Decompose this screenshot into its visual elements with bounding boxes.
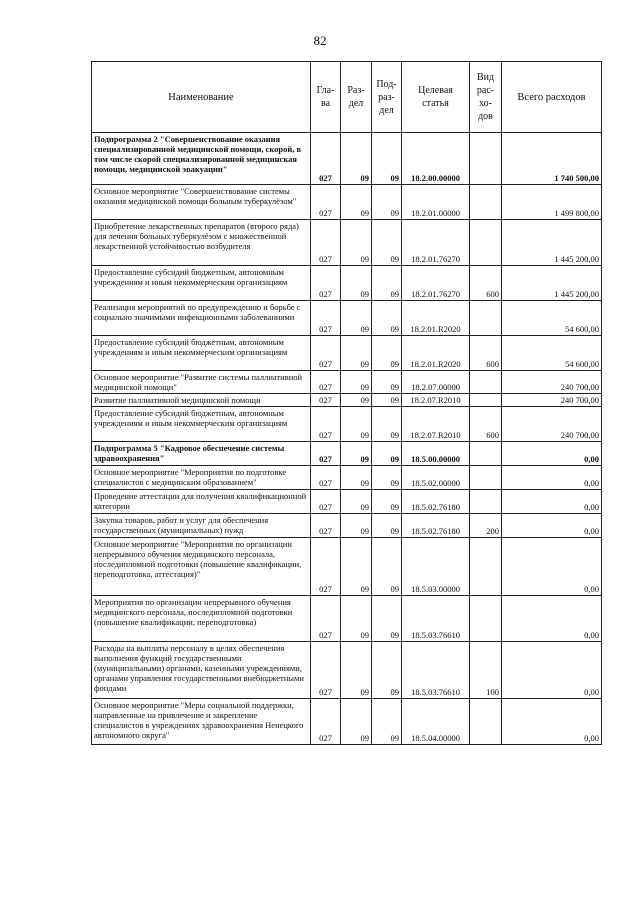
row-chapter: 027	[311, 538, 341, 596]
row-target: 18.2.01.R2020	[402, 301, 470, 336]
row-subsection: 09	[372, 336, 402, 371]
row-target: 18.5.04.00000	[402, 699, 470, 745]
row-target: 18.2.01.00000	[402, 185, 470, 220]
row-chapter: 027	[311, 490, 341, 514]
row-name: Основное мероприятие "Меры социальной поддержки, направленные на привлечение и закрепление специалистов в учреждениях здравоохранения Ненецкого автономного округа"	[92, 699, 311, 745]
row-section: 09	[341, 185, 372, 220]
row-subsection: 09	[372, 371, 402, 394]
table-row	[92, 336, 602, 371]
table-row	[92, 133, 602, 185]
row-subsection: 09	[372, 466, 402, 490]
row-section: 09	[341, 514, 372, 538]
row-name: Предоставление субсидий бюджетным, автономным учреждениям и иным некоммерческим организациям	[92, 407, 311, 442]
row-section: 09	[341, 407, 372, 442]
row-section: 09	[341, 371, 372, 394]
row-name: Развитие паллиативной медицинской помощи	[92, 394, 311, 407]
row-total: 1 445 200,00	[502, 266, 602, 301]
table-row	[92, 407, 602, 442]
row-total: 0,00	[502, 466, 602, 490]
row-total: 0,00	[502, 699, 602, 745]
row-chapter: 027	[311, 442, 341, 466]
budget-table	[91, 61, 602, 745]
row-target: 18.5.02.00000	[402, 466, 470, 490]
row-total: 0,00	[502, 642, 602, 699]
row-total: 240 700,00	[502, 407, 602, 442]
row-expense-type	[470, 538, 502, 596]
row-chapter: 027	[311, 642, 341, 699]
header-total: Всего расходов	[502, 62, 602, 133]
row-name: Приобретение лекарственных препаратов (второго ряда) для лечения больных туберкулёзом с множественной лекарственной устойчивостью возбудителя	[92, 220, 311, 266]
row-section: 09	[341, 490, 372, 514]
row-target: 18.5.02.76180	[402, 514, 470, 538]
row-name: Основное мероприятие "Развитие системы паллиативной медицинской помощи"	[92, 371, 311, 394]
row-chapter: 027	[311, 185, 341, 220]
row-subsection: 09	[372, 407, 402, 442]
row-subsection: 09	[372, 220, 402, 266]
table-row	[92, 466, 602, 490]
row-section: 09	[341, 266, 372, 301]
row-target: 18.2.01.76270	[402, 220, 470, 266]
header-name: Наименование	[92, 62, 311, 133]
table-row	[92, 266, 602, 301]
header-section: Раз- дел	[341, 62, 372, 133]
row-section: 09	[341, 133, 372, 185]
row-chapter: 027	[311, 394, 341, 407]
row-subsection: 09	[372, 699, 402, 745]
table-row	[92, 642, 602, 699]
row-section: 09	[341, 538, 372, 596]
table-body	[92, 133, 602, 745]
row-chapter: 027	[311, 220, 341, 266]
row-subsection: 09	[372, 514, 402, 538]
row-section: 09	[341, 336, 372, 371]
row-expense-type	[470, 596, 502, 642]
row-expense-type: 600	[470, 336, 502, 371]
row-chapter: 027	[311, 514, 341, 538]
row-name: Предоставление субсидий бюджетным, автономным учреждениям и иным некоммерческим организациям	[92, 336, 311, 371]
row-name: Подпрограмма 5 "Кадровое обеспечение системы здравоохранения"	[92, 442, 311, 466]
row-total: 240 700,00	[502, 394, 602, 407]
row-name: Основное мероприятие "Мероприятия по подготовке специалистов с медицинским образованием"	[92, 466, 311, 490]
row-subsection: 09	[372, 394, 402, 407]
row-total: 0,00	[502, 514, 602, 538]
row-subsection: 09	[372, 185, 402, 220]
header-expense-type: Вид рас- хо- дов	[470, 62, 502, 133]
row-total: 240 700,00	[502, 371, 602, 394]
row-chapter: 027	[311, 371, 341, 394]
row-expense-type	[470, 220, 502, 266]
header-chapter: Гла- ва	[311, 62, 341, 133]
row-chapter: 027	[311, 301, 341, 336]
row-target: 18.5.03.76610	[402, 642, 470, 699]
table-row	[92, 538, 602, 596]
row-target: 18.5.03.76610	[402, 596, 470, 642]
row-target: 18.2.00.00000	[402, 133, 470, 185]
table-row	[92, 442, 602, 466]
header-subsection: Под- раз- дел	[372, 62, 402, 133]
row-chapter: 027	[311, 699, 341, 745]
table-row	[92, 596, 602, 642]
row-section: 09	[341, 301, 372, 336]
row-chapter: 027	[311, 466, 341, 490]
row-subsection: 09	[372, 442, 402, 466]
row-total: 0,00	[502, 442, 602, 466]
row-chapter: 027	[311, 596, 341, 642]
row-name: Расходы на выплаты персоналу в целях обеспечения выполнения функций государственными (муниципальными) органами, казенными учреждениями, органами управления государственными внебюджетными фондами	[92, 642, 311, 699]
page-number: 82	[313, 33, 327, 48]
table-row	[92, 185, 602, 220]
row-section: 09	[341, 220, 372, 266]
row-total: 0,00	[502, 490, 602, 514]
row-subsection: 09	[372, 538, 402, 596]
row-name: Мероприятия по организации непрерывного обучения медицинского персонала, последипломной подготовки (повышение квалификации, переподготовка)	[92, 596, 311, 642]
row-target: 18.5.00.00000	[402, 442, 470, 466]
row-section: 09	[341, 394, 372, 407]
row-expense-type	[470, 133, 502, 185]
row-subsection: 09	[372, 266, 402, 301]
row-expense-type	[470, 185, 502, 220]
row-target: 18.2.01.76270	[402, 266, 470, 301]
row-expense-type	[470, 442, 502, 466]
row-name: Основное мероприятие "Совершенствование системы оказания медицинской помощи больным туберкулёзом"	[92, 185, 311, 220]
row-expense-type: 100	[470, 642, 502, 699]
row-expense-type: 600	[470, 407, 502, 442]
row-chapter: 027	[311, 407, 341, 442]
row-section: 09	[341, 642, 372, 699]
row-expense-type: 200	[470, 514, 502, 538]
row-section: 09	[341, 466, 372, 490]
row-name: Реализация мероприятий по предупреждению и борьбе с социально значимыми инфекционными заболеваниями	[92, 301, 311, 336]
table-row	[92, 490, 602, 514]
row-target: 18.2.07.R2010	[402, 407, 470, 442]
row-section: 09	[341, 699, 372, 745]
row-total: 1 740 500,00	[502, 133, 602, 185]
table-row	[92, 394, 602, 407]
table-row	[92, 301, 602, 336]
row-subsection: 09	[372, 133, 402, 185]
row-subsection: 09	[372, 490, 402, 514]
row-total: 54 600,00	[502, 301, 602, 336]
row-target: 18.5.03.00000	[402, 538, 470, 596]
row-expense-type	[470, 371, 502, 394]
row-expense-type: 600	[470, 266, 502, 301]
row-name: Подпрограмма 2 "Совершенствование оказания специализированной медицинской помощи, скорой, в том числе скорой специализированной медицинская помощи, медицинской эвакуации"	[92, 133, 311, 185]
row-name: Предоставление субсидий бюджетным, автономным учреждениям и иным некоммерческим организациям	[92, 266, 311, 301]
table-row	[92, 371, 602, 394]
row-subsection: 09	[372, 301, 402, 336]
row-chapter: 027	[311, 266, 341, 301]
row-total: 1 499 800,00	[502, 185, 602, 220]
row-total: 54 600,00	[502, 336, 602, 371]
table-row	[92, 514, 602, 538]
row-name: Закупка товаров, работ и услуг для обеспечения государственных (муниципальных) нужд	[92, 514, 311, 538]
row-target: 18.2.07.00000	[402, 371, 470, 394]
row-name: Проведение аттестации для получения квалификационной категории	[92, 490, 311, 514]
header-row	[92, 62, 602, 133]
row-chapter: 027	[311, 336, 341, 371]
row-total: 1 445 200,00	[502, 220, 602, 266]
row-expense-type	[470, 394, 502, 407]
row-target: 18.2.01.R2020	[402, 336, 470, 371]
row-subsection: 09	[372, 642, 402, 699]
row-expense-type	[470, 490, 502, 514]
row-target: 18.5.02.76180	[402, 490, 470, 514]
row-expense-type	[470, 466, 502, 490]
row-target: 18.2.07.R2010	[402, 394, 470, 407]
table-row	[92, 220, 602, 266]
row-expense-type	[470, 699, 502, 745]
row-chapter: 027	[311, 133, 341, 185]
row-section: 09	[341, 596, 372, 642]
row-name: Основное мероприятие "Мероприятия по организации непрерывного обучения медицинского персонала, последипломной подготовки (повышение квалификации, переподготовка, аттестация)"	[92, 538, 311, 596]
row-subsection: 09	[372, 596, 402, 642]
row-total: 0,00	[502, 596, 602, 642]
row-total: 0,00	[502, 538, 602, 596]
row-section: 09	[341, 442, 372, 466]
table-row	[92, 699, 602, 745]
row-expense-type	[470, 301, 502, 336]
header-target: Целевая статья	[402, 62, 470, 133]
